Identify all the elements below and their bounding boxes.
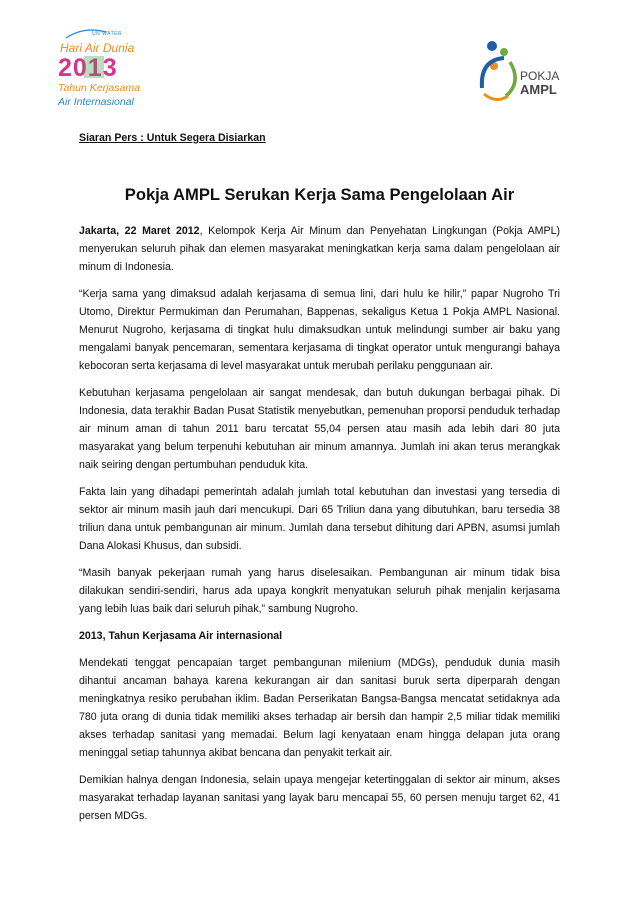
- paragraph-3: Kebutuhan kerjasama pengelolaan air sangat mendesak, dan butuh dukungan berbagai pihak. Di Indonesia, data terakhir Badan Pusat Statistik menyebutkan, pemenuhan proporsi penduduk terhadap air minum aman di tahun 2011 baru tercatat 55,04 persen atau masih ada lebih dari 80 juta masyarakat yang belum terpenuhi kebutuhan air minum amannya. Jumlah ini akan terus merangkak naik seiring dengan pertumbuhan penduduk kita.: [79, 387, 560, 471]
- world-water-day-logo: [54, 24, 154, 110]
- section-subheading: 2013, Tahun Kerjasama Air internasional: [79, 630, 283, 642]
- logo-year-text: 2013: [58, 54, 118, 82]
- logo-person-head-blue: [487, 41, 497, 51]
- paragraph-7: Demikian halnya dengan Indonesia, selain upaya mengejar ketertinggalan di sektor air minum, akses masyarakat terhadap layanan sanitasi yang layak baru mencapai 55, 60 persen menuju target 62, 41 persen MDGs.: [79, 774, 560, 822]
- paragraph-4: Fakta lain yang dihadapi pemerintah adalah jumlah total kebutuhan dan investasi yang tersedia di sektor air minum masih jauh dari mencukupi. Dari 65 Triliun dana yang dibutuhkan, baru tersedia 38 triliun dana untuk pembangunan air minum. Jumlah dana tersebut dihitung dari APBN, asumsi jumlah Dana Alokasi Khusus, dan subsidi.: [79, 486, 560, 552]
- paragraph-5: “Masih banyak pekerjaan rumah yang harus diselesaikan. Pembangunan air minum tidak bisa dilakukan sendiri-sendiri, harus ada upaya kongkrit menyatukan seluruh pihak menjalin kerjasama yang lebih luas baik dari seluruh pihak,” sambung Nugroho.: [79, 567, 560, 615]
- pokja-ampl-logo: [476, 38, 576, 106]
- paragraph-6: Mendekati tenggat pencapaian target pembangunan milenium (MDGs), penduduk dunia masih dihantui ancaman bahaya karena kekurangan air dan sanitasi buruk serta diperparah dengan meningkatnya resiko perubahan iklim. Badan Perserikatan Bangsa-Bangsa mencatat setidaknya ada 780 juta orang di dunia tidak memiliki akses terhadap air bersih dan hampir 2,5 miliar tidak memiliki akses terhadap sanitasi yang memadai. Belum lagi kenyataan enam hingga delapan juta orang meninggal setiap tahunnya akibat bencana dan penyakit terkait air.: [79, 657, 560, 759]
- logo-swoosh-blue: [482, 58, 504, 88]
- paragraph-2: “Kerja sama yang dimaksud adalah kerjasama di semua lini, dari hulu ke hilir,” papar Nugroho Tri Utomo, Direktur Permukiman dan Perumahan, Bappenas, sekaligus Ketua 1 Pokja AMPL Nasional. Menurut Nugroho, kerjasama di tingkat hulu dimaksudkan untuk melindungi sumber air baku yang mengalami banyak pencemaran, sementara kerjasama di tingkat operator untuk mengurangi bahaya kebocoran serta kerjasama di level masyarakat untuk merubah perilaku penggunaan air.: [79, 288, 560, 372]
- logo-hari-air-dunia-text: Hari Air Dunia: [60, 41, 135, 55]
- press-release-label: Siaran Pers : Untuk Segera Disiarkan: [79, 132, 266, 144]
- logo-tahun-kerjasama-text: Tahun Kerjasama: [58, 82, 140, 94]
- dateline: Jakarta, 22 Maret 2012: [79, 225, 200, 237]
- document-title: Pokja AMPL Serukan Kerja Sama Pengelolaan Air: [124, 185, 515, 204]
- logo-ampl-text: AMPL: [520, 82, 557, 97]
- paragraph-1: [79, 222, 560, 276]
- logo-person-head-green: [500, 48, 508, 56]
- paragraph-1-text: , Kelompok Kerja Air Minum dan Penyehatan Lingkungan (Pokja AMPL) menyerukan seluruh pihak dan elemen masyarakat meningkatkan kerja sama dalam pengelolaan air minum di Indonesia.: [79, 225, 560, 273]
- logo-air-internasional-text: Air Internasional: [58, 96, 134, 108]
- logo-un-water-text: UN WATER: [92, 31, 123, 37]
- document-body: [79, 222, 560, 834]
- logo-swoosh-orange: [484, 94, 508, 100]
- logo-pokja-text: POKJA: [520, 69, 560, 83]
- logo-swoosh-green: [506, 62, 515, 96]
- logo-year-accent: [84, 56, 104, 78]
